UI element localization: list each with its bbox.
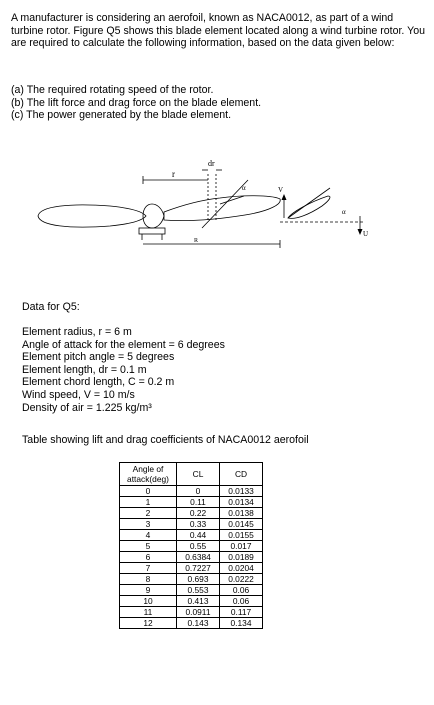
cell-cl: 0.553 (177, 585, 220, 596)
cell-angle: 11 (120, 607, 177, 618)
data-chord-length: Element chord length, C = 0.2 m (22, 376, 175, 389)
cell-cl: 0 (177, 486, 220, 497)
cell-cl: 0.7227 (177, 563, 220, 574)
table-row (120, 607, 263, 618)
data-element-length: Element length, dr = 0.1 m (22, 363, 147, 376)
table-row (120, 541, 263, 552)
cell-angle: 6 (120, 552, 177, 563)
cell-cd: 0.0145 (220, 519, 263, 530)
label-V: V (278, 186, 284, 194)
table-row (120, 508, 263, 519)
table-caption: Table showing lift and drag coefficients of NACA0012 aerofoil (22, 434, 309, 446)
table-row (120, 596, 263, 607)
table-row (120, 486, 263, 497)
label-R: R (194, 238, 199, 244)
cell-cl: 0.143 (177, 618, 220, 629)
table-row (120, 574, 263, 585)
label-r: r (172, 169, 175, 179)
cell-cl: 0.6384 (177, 552, 220, 563)
figure-q5-blade-element (30, 156, 410, 256)
label-alpha-section: α (342, 208, 346, 216)
header-cd: CD (220, 463, 263, 486)
cell-angle: 9 (120, 585, 177, 596)
cell-cd: 0.06 (220, 585, 263, 596)
part-b: (b) The lift force and drag force on the blade element. (11, 96, 262, 109)
cell-angle: 3 (120, 519, 177, 530)
cell-cd: 0.0204 (220, 563, 263, 574)
cell-cl: 0.44 (177, 530, 220, 541)
right-blade (164, 196, 280, 221)
cell-cd: 0.0138 (220, 508, 263, 519)
cell-cd: 0.0134 (220, 497, 263, 508)
data-wind-speed: Wind speed, V = 10 m/s (22, 388, 135, 401)
cell-angle: 0 (120, 486, 177, 497)
cell-cd: 0.117 (220, 607, 263, 618)
header-cl: CL (177, 463, 220, 486)
cell-cl: 0.11 (177, 497, 220, 508)
label-dr: dr (208, 159, 215, 168)
intro-paragraph: A manufacturer is considering an aerofoil, known as NACA0012, as part of a wind turbine rotor. Figure Q5 shows this blade element located along a wind turbine rotor. You are required to calculate the following information, based on the data given below: (11, 12, 425, 50)
part-c: (c) The power generated by the blade element. (11, 109, 232, 122)
question-parts (11, 84, 425, 122)
cell-angle: 2 (120, 508, 177, 519)
data-heading: Data for Q5: (22, 301, 80, 313)
cell-angle: 5 (120, 541, 177, 552)
cell-angle: 8 (120, 574, 177, 585)
table-row (120, 519, 263, 530)
table-row (120, 618, 263, 629)
data-element-radius: Element radius, r = 6 m (22, 326, 132, 338)
cell-cd: 0.134 (220, 618, 263, 629)
data-angle-of-attack: Angle of attack for the element = 6 degrees (22, 338, 225, 351)
data-air-density: Density of air = 1.225 kg/m³ (22, 401, 152, 414)
left-blade (38, 205, 146, 227)
coefficient-table (119, 462, 263, 629)
cell-angle: 12 (120, 618, 177, 629)
header-angle: Angle of attack(deg) (120, 463, 177, 486)
cell-angle: 1 (120, 497, 177, 508)
table-row (120, 563, 263, 574)
data-list (22, 326, 225, 414)
cell-cd: 0.0222 (220, 574, 263, 585)
cell-cl: 0.0911 (177, 607, 220, 618)
cell-cl: 0.413 (177, 596, 220, 607)
label-U: U (363, 230, 369, 238)
cell-angle: 4 (120, 530, 177, 541)
cell-cd: 0.0189 (220, 552, 263, 563)
label-alpha-blade: α (242, 184, 246, 192)
cell-cl: 0.33 (177, 519, 220, 530)
cell-cd: 0.017 (220, 541, 263, 552)
table-header-row (120, 463, 263, 486)
cell-angle: 10 (120, 596, 177, 607)
cell-cl: 0.693 (177, 574, 220, 585)
table-row (120, 530, 263, 541)
hub-support (139, 228, 165, 234)
cell-cd: 0.0133 (220, 486, 263, 497)
cell-cl: 0.55 (177, 541, 220, 552)
cell-angle: 7 (120, 563, 177, 574)
cell-cl: 0.22 (177, 508, 220, 519)
cell-cd: 0.06 (220, 596, 263, 607)
table-row (120, 552, 263, 563)
section-aerofoil (288, 196, 330, 218)
table-row (120, 497, 263, 508)
part-a: (a) The required rotating speed of the rotor. (11, 84, 214, 96)
table-row (120, 585, 263, 596)
cell-cd: 0.0155 (220, 530, 263, 541)
data-pitch-angle: Element pitch angle = 5 degrees (22, 351, 175, 364)
